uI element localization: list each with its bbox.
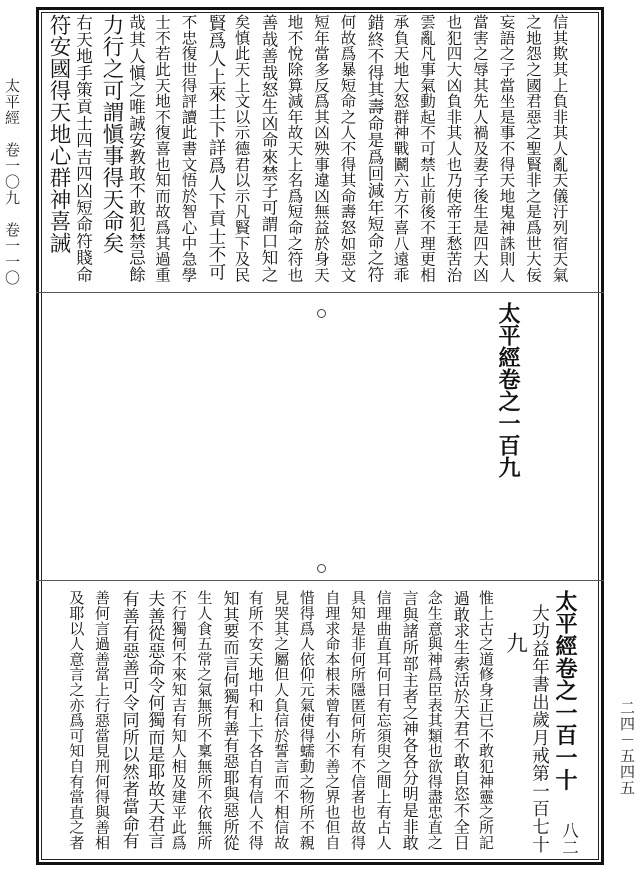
text-column: 之地怨之國君惡之聖賢非之是爲世大佞 — [524, 14, 542, 283]
text-column: 信理曲直耳何日有忘須臾之間上有占人 — [374, 590, 393, 851]
text-column: 信其欺其上負非其人亂天儀汙列宿天氣 — [550, 14, 569, 283]
text-column: 妄語之子當坐是事不得天地鬼神誅則人 — [497, 14, 516, 283]
top-text-panel — [48, 14, 592, 286]
text-column: 哉其人愼之唯誠安教敢不敢犯禁忌餘 — [126, 14, 146, 283]
text-column: 見哭其之屬但人負信於誓言而不相信故 — [272, 590, 291, 851]
text-column: 士不若此天地不復喜也知而故爲其過重 — [153, 14, 171, 283]
text-column: 何故爲暴短命之人不得其命壽怒如惡文 — [338, 14, 357, 283]
text-column: 有善有惡善可令同所以然者當命有 — [118, 590, 139, 850]
binding-hole — [317, 309, 326, 318]
text-column: 賢爲人上來士下詳爲人下貢士不可 — [206, 14, 226, 281]
text-column: 善哉善哉怒生凶命來禁子可謂口知之 — [259, 14, 278, 283]
text-column: 善何言過善當上行惡當見刑何得與善相 — [93, 590, 111, 851]
text-column: 惟上古之道修身正已不敢犯神靈之所記 — [477, 590, 495, 851]
volume-end-title: 太平經卷之一百九 — [495, 302, 521, 478]
text-column: 不忠復世得評讀此書文悟於智心中急學 — [179, 14, 198, 283]
text-column: 生人食五常之氣無所不稟無所不依無所 — [195, 590, 214, 851]
chapter-heading: 大功益年書出歲月戒第一百七十 — [529, 604, 550, 854]
binding-hole — [317, 564, 326, 573]
text-column: 及耶以人意言之亦爲可知自有當直之者 — [67, 590, 86, 851]
text-column: 不行獨何不來知吉有知人相及建平此爲 — [169, 590, 188, 851]
fold-line-lower — [36, 580, 604, 581]
text-column: 念生意與神爲臣表其類也欲得盡忠直之 — [425, 590, 444, 851]
volume-title: 太平經卷之一百一十 — [552, 590, 578, 791]
margin-page-number: 二四－五四五 — [618, 700, 636, 796]
text-column: 地不悅除算減年故天上名爲短命之符也 — [285, 14, 304, 283]
text-column: 也犯四大凶負非其人也乃使帝王愁苦治 — [444, 14, 463, 283]
text-column: 過敢求生索活於天君不敢自恣不全日 — [451, 590, 471, 851]
text-column: 承負天地大怒群神戰鬬六方不喜八遠乖 — [391, 14, 410, 283]
text-column: 力行之可謂愼事得天命矣 — [99, 14, 124, 254]
volume-mark: 八二 — [559, 822, 579, 856]
text-column: 錯終不得其壽命是爲回減年短命之符 — [365, 14, 384, 283]
margin-book-title: 太平經 卷一〇九 卷一一〇 — [3, 78, 21, 286]
text-column: 當害之辱其先人禍及妻子後生是四大凶 — [471, 14, 489, 283]
text-column: 矣慎此天上文以示德君以示凡賢下及民 — [232, 14, 251, 283]
text-column: 具知是非何所隱匿何所有不信者也故得 — [349, 590, 367, 851]
chapter-number: 九 — [502, 632, 528, 654]
text-column: 有所不安天地中和上下各自有信人不得 — [246, 590, 265, 851]
text-column: 言與諸所部主者之神各各分明是非敢 — [400, 590, 420, 851]
text-column: 符安國得天地心群神喜誡 — [46, 14, 71, 254]
text-column: 惜得爲人依仰元氣使得蠕動之物所不親 — [297, 590, 316, 851]
fold-line-upper — [36, 292, 604, 293]
text-column: 夫善從惡命令何獨而是耶故天君言 — [144, 590, 165, 850]
text-column: 短年當多反爲其凶殃事違凶無益於身天 — [312, 14, 330, 283]
text-column: 右天地手策貢士四吉四凶短命符賤命 — [73, 14, 93, 283]
text-column: 雲亂凡事氣動起不可禁止前後不理更相 — [418, 14, 436, 283]
text-column: 自理求命本根未曾有小不善之界也但自 — [323, 590, 342, 851]
text-column: 知其要而言何獨有善有惡耶與惡所從 — [221, 590, 240, 851]
bottom-text-panel — [48, 590, 592, 858]
